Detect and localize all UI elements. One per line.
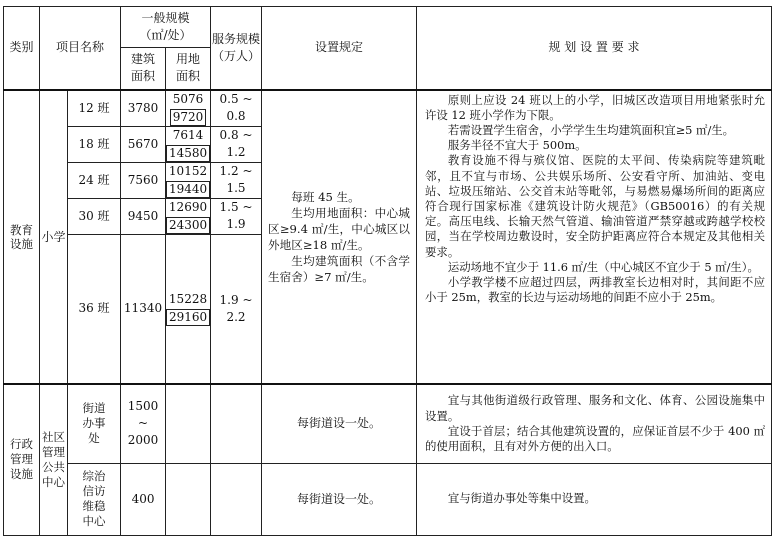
education-setting-rules	[262, 90, 417, 385]
header-category: 类别	[4, 7, 40, 90]
header-land-area-text: 用地面积	[176, 52, 201, 84]
header-planning-req: 规 划 设 置 要 求	[417, 7, 772, 90]
requirement-text: 小学教学楼不应超过四层，两排教室长边相对时，其间距不应小于 25m，教室的长边与运动场地的间距不应小于 25m。	[425, 274, 766, 305]
header-service-title: 服务规模	[212, 31, 261, 46]
setting-text: 生均建筑面积（不含学生宿舍）≥7 ㎡/生。	[268, 253, 411, 284]
land-area-value: 7614	[172, 127, 204, 142]
setting-text: 生均用地面积：中心城区≥9.4 ㎡/生，中心城区以外地区≥18 ㎡/生。	[268, 205, 411, 252]
land-area-cell	[166, 463, 211, 535]
education-requirements	[417, 90, 772, 385]
requirement-text: 宜设于首层；结合其他建筑设置的，应保证首层不少于 400 ㎡的使用面积，且有对外方便的出入口。	[425, 423, 766, 453]
land-area-cell	[166, 90, 211, 127]
category-admin	[4, 384, 40, 535]
header-scale-unit: （㎡/处）	[139, 28, 192, 42]
admin-item-name	[68, 463, 121, 535]
service-scale-cell: 0.5 ~ 0.8	[211, 90, 262, 127]
land-area-cell	[166, 198, 211, 234]
header-setting-rules: 设置规定	[262, 7, 417, 90]
land-area-value: 5076	[172, 91, 204, 106]
land-area-cell	[166, 126, 211, 162]
land-area-value-boxed: 19440	[166, 181, 210, 198]
category-admin-text: 行政管理设施	[10, 437, 33, 482]
building-area-text: 1500 ~ 2000	[127, 399, 159, 448]
admin-item-name-text: 街道办事处	[82, 401, 106, 446]
admin-setting-rules: 每街道设一处。	[262, 384, 417, 463]
building-area-cell: 11340	[121, 234, 166, 384]
land-area-value: 12690	[168, 199, 208, 214]
service-scale-cell	[211, 384, 262, 463]
land-area-cell	[166, 234, 211, 384]
land-area-cell	[166, 384, 211, 463]
classes-cell: 30 班	[68, 198, 121, 234]
building-area-cell: 5670	[121, 126, 166, 162]
classes-cell: 24 班	[68, 162, 121, 198]
header-building-area-text: 建筑面积	[131, 52, 156, 84]
building-area-cell: 400	[121, 463, 166, 535]
header-service-unit: （万人）	[212, 48, 261, 63]
planning-table	[3, 6, 772, 536]
requirement-text: 宜与其他街道级行政管理、服务和文化、体育、公园设施集中设置。	[425, 393, 766, 423]
requirement-text: 服务半径不宜大于 500m。	[447, 138, 587, 153]
item-primary-school: 小学	[40, 90, 68, 385]
building-area-cell	[121, 384, 166, 463]
land-area-value-boxed: 14580	[166, 145, 210, 162]
category-education	[4, 90, 40, 385]
admin-item-name	[68, 384, 121, 463]
land-area-cell	[166, 162, 211, 198]
header-item-name: 项目名称	[40, 7, 121, 90]
admin-item-name-text: 综治信访维稳中心	[82, 469, 106, 528]
header-scale-title: 一般规模	[141, 11, 190, 25]
classes-cell: 36 班	[68, 234, 121, 384]
service-scale-cell: 1.2 ~ 1.5	[211, 162, 262, 198]
header-service	[211, 7, 262, 90]
building-area-cell: 3780	[121, 90, 166, 127]
land-area-value-boxed: 9720	[170, 109, 207, 126]
group-community-center	[40, 384, 68, 535]
building-area-cell: 7560	[121, 162, 166, 198]
requirement-text: 运动场地不宜少于 11.6 ㎡/生（中心城区不宜少于 5 ㎡/生）。	[447, 259, 759, 274]
requirement-text: 原则上应设 24 班以上的小学，旧城区改造项目用地紧张时允许设 12 班小学作为下限。	[425, 92, 766, 122]
header-building-area	[121, 48, 166, 90]
service-scale-cell: 1.9 ~ 2.2	[211, 234, 262, 384]
land-area-value-boxed: 29160	[166, 309, 210, 326]
service-scale-cell	[211, 463, 262, 535]
header-land-area	[166, 48, 211, 90]
land-area-value-boxed: 24300	[166, 217, 210, 234]
table-row	[4, 90, 772, 127]
classes-cell: 18 班	[68, 126, 121, 162]
admin-requirements	[417, 384, 772, 463]
admin-setting-rules: 每街道设一处。	[262, 463, 417, 535]
classes-cell: 12 班	[68, 90, 121, 127]
building-area-cell: 9450	[121, 198, 166, 234]
admin-requirements	[417, 463, 772, 535]
requirement-text: 若需设置学生宿舍，小学学生生均建筑面积宜≥5 ㎡/生。	[447, 122, 735, 137]
land-area-value: 10152	[168, 163, 208, 178]
service-scale-cell: 1.5 ~ 1.9	[211, 198, 262, 234]
requirement-text: 宜与街道办事处等集中设置。	[447, 491, 596, 506]
requirement-text: 教育设施不得与殡仪馆、医院的太平间、传染病院等建筑毗邻，且不宜与市场、公共娱乐场所、公安看守所、加油站、变电站、垃圾压缩站、公交首末站等毗邻，与易燃易爆场所间的距离应符合现行国家标准《建筑设计防火规范》（GB50016）的有关规定。高压电线、长输天然气管道、输油管道严禁穿越或跨越学校校园，当在学校周边敷设时，安全防护距离应符合本规定及其他相关要求。	[425, 153, 766, 259]
category-education-text: 教育设施	[10, 222, 33, 251]
setting-text: 每班 45 生。	[291, 189, 360, 204]
service-scale-cell: 0.8 ~ 1.2	[211, 126, 262, 162]
table-row	[4, 463, 772, 535]
land-area-value: 15228	[168, 292, 208, 307]
table-row	[4, 384, 772, 463]
group-community-center-text: 社区管理公共中心	[42, 429, 65, 489]
header-scale	[121, 7, 211, 48]
